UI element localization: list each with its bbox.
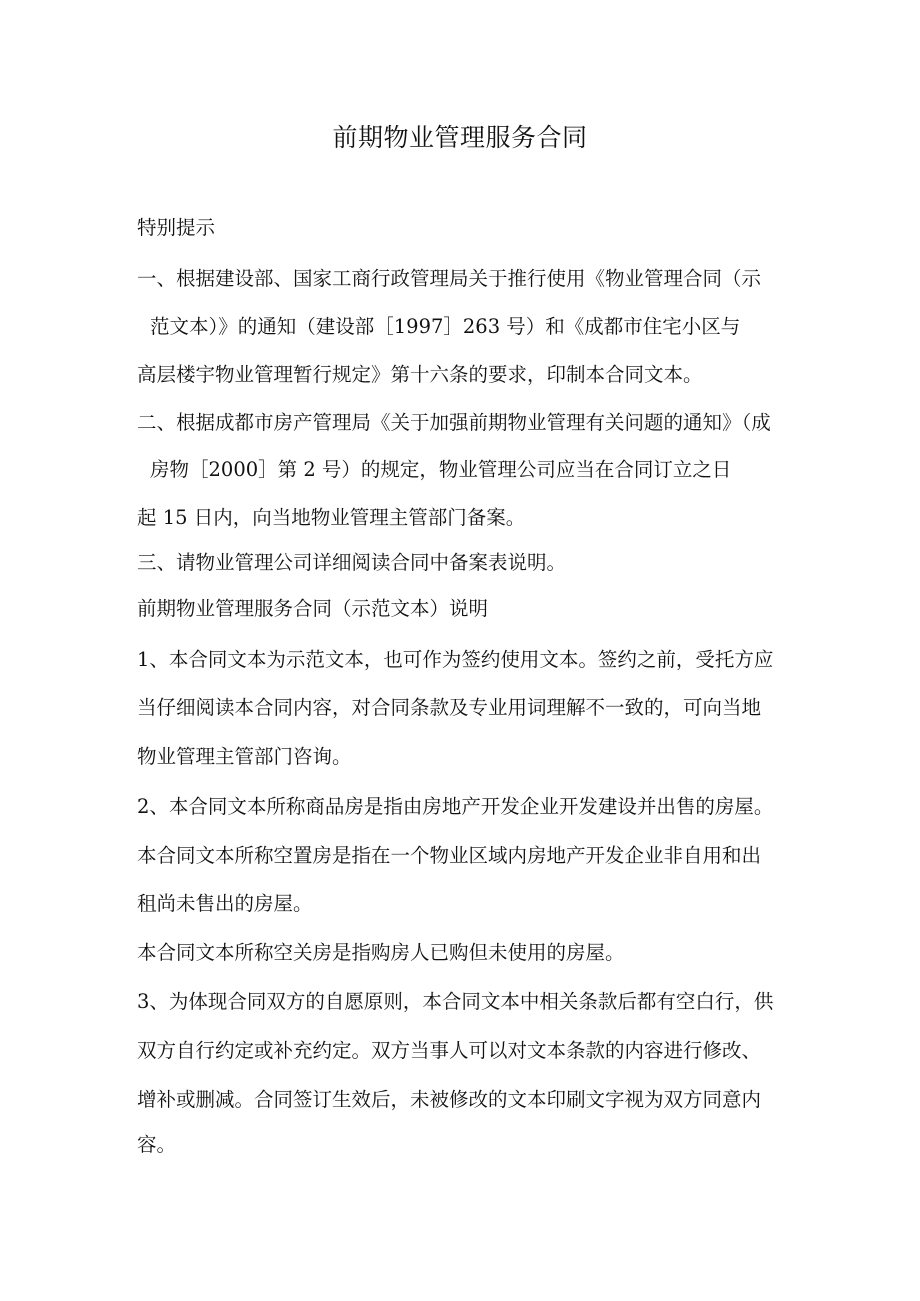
notice-2-line-1: 二、根据成都市房产管理局《关于加强前期物业管理有关问题的通知》（成 [137,411,771,434]
item-2-line-3: 租尚未售出的房屋。 [137,892,313,915]
item-1-line-1: 1、本合同文本为示范文本，也可作为签约使用文本。签约之前，受托方应 [137,648,774,671]
item-2-line-2: 本合同文本所称空置房是指在一个物业区域内房地产开发企业非自用和出 [137,844,762,867]
item-3-line-4: 容。 [137,1133,177,1156]
notice-1-line-3: 高层楼宇物业管理暂行规定》第十六条的要求，印制本合同文本。 [137,363,703,386]
item-3-line-3: 增补或删减。合同签订生效后，未被修改的文本印刷文字视为双方同意内 [137,1088,762,1111]
notice-heading: 特别提示 [137,216,216,239]
notice-2-line-2: 房物［2000］第 2 号）的规定，物业管理公司应当在合同订立之日 [150,458,732,481]
notice-3: 三、请物业管理公司详细阅读合同中备案表说明。 [137,551,567,574]
item-3-line-2: 双方自行约定或补充约定。双方当事人可以对文本条款的内容进行修改、 [137,1039,762,1062]
notice-1-line-1: 一、根据建设部、国家工商行政管理局关于推行使用《物业管理合同（示 [137,267,762,290]
explanation-heading: 前期物业管理服务合同（示范文本）说明 [137,597,489,620]
document-title: 前期物业管理服务合同 [332,123,588,152]
notice-2-line-3: 起 15 日内，向当地物业管理主管部门备案。 [137,506,526,529]
item-1-line-2: 当仔细阅读本合同内容，对合同条款及专业用词理解不一致的，可向当地 [137,696,762,719]
item-1-line-3: 物业管理主管部门咨询。 [137,745,352,768]
item-2-line-1: 2、本合同文本所称商品房是指由房地产开发企业开发建设并出售的房屋。 [137,795,774,818]
item-2-line-4: 本合同文本所称空关房是指购房人已购但未使用的房屋。 [137,941,625,964]
item-3-line-1: 3、为体现合同双方的自愿原则，本合同文本中相关条款后都有空白行，供 [137,990,774,1013]
notice-1-line-2: 范文本）》的通知（建设部［1997］263 号）和《成都市住宅小区与 [150,315,741,338]
